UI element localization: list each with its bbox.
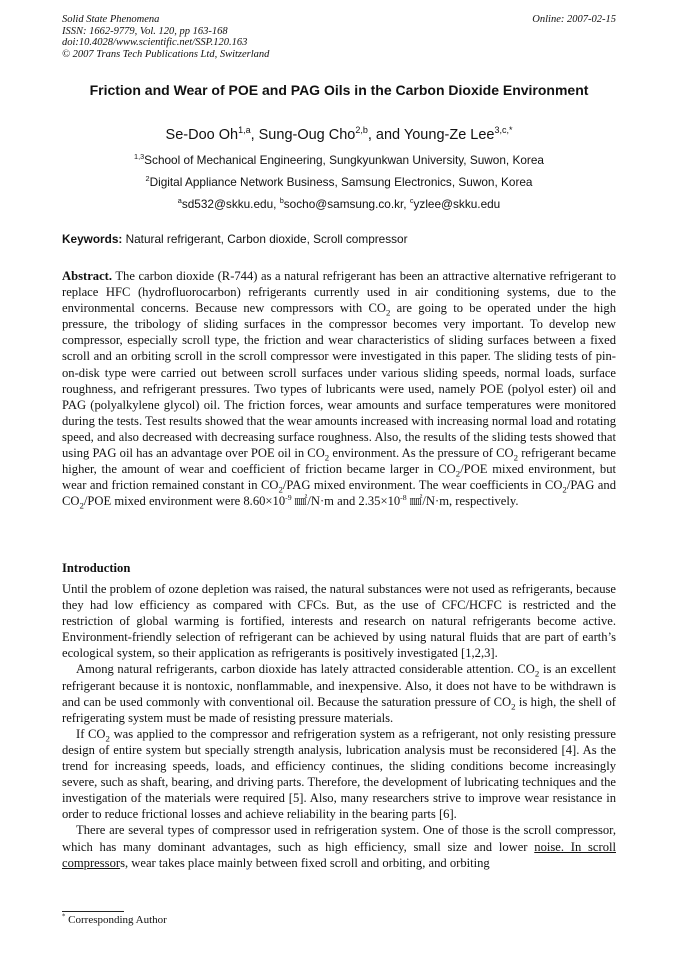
email-sup: a [177,196,182,206]
abstract-text: /PAG mixed environment. The wear coefficients in CO [282,478,563,493]
intro-text: was applied to the compressor and refrigeration system as a refrigerant, not only resisting pressure design of entire system but specially strength analysis, lubrication analysis must be reconsidered [4]. As the trend for increasing speeds, loads, and efficiency continues, the sliding conditions become increasingly severe, such as shaft, bearing, and driving parts. Therefore, the development of lubricating techniques and the investigation of the materials were required [5]. Also, many researchers strive to improve wear resistance in order to reduce frictional losses and achieve reliability in the bearing parts [6]. [62,726,617,822]
intro-paragraph [62,661,616,725]
keywords-label: Keywords: [62,232,123,246]
introduction-body [62,581,616,871]
aff-sup: 1,3 [134,152,145,162]
abstract-text: The carbon dioxide (R-744) as a natural refrigerant has been an attractive alternative refrigerant to replace HFC (hydrofluorocarbon) refrigerants currently used in air conditioning systems, due to the environmental concerns. Because new compressors with CO [62,269,617,316]
email-line: $^a$sd532@skku.edu, $^b$socho@samsung.co.kr, $^c$yzlee@skku.edu [177,196,501,211]
aff-text: School of Mechanical Engineering, Sungkyunkwan University, Suwon, Korea [144,153,544,167]
abstract-text: are going to be operated under the high pressure, the tribology of sliding surfaces in the compressor becomes very important. To develop new compressor, especially scroll type, the friction and wear characteristics of sliding surfaces between a fixed scroll and an orbiting scroll in the scroll compressor were investigated in this paper. The sliding tests of pin-on-disk type were carried out between scroll surfaces under various sliding speeds, normal loads, surface roughness, and refrigerant pressures. Two types of lubricants were used, namely POE (polyol ester) oil and PAG (polyalkylene glycol) oil. The friction forces, wear amounts and surface temperatures were monitored during the tests. Test results showed that the wear amounts increased with increasing normal load and rotating speed, and also decreased with decreasing surface roughness. Also, the results of the sliding tests showed that using PAG oil has an advantage over POE oil in CO [62,301,617,461]
intro-paragraph [62,726,616,823]
author-sup: 1,a [238,125,251,136]
abstract-text: /PAG and CO [62,478,616,509]
underlined-text: noise. In scroll compressor [62,839,616,870]
subscript: 2 [562,484,567,495]
aff-sup: 2 [145,174,150,184]
doi-line: doi:10.4028/www.scientific.net/SSP.120.163 [62,37,248,48]
abstract-text: /POE mixed environment were 8.60×10 [83,494,286,509]
footnote-rule [62,911,124,912]
keywords [62,232,616,246]
email: socho@samsung.co.kr [283,197,404,211]
copyright-line: © 2007 Trans Tech Publications Ltd, Switzerland [62,48,270,60]
intro-text: If CO [76,726,106,741]
intro-paragraph: Until the problem of ozone depletion was raised, the natural substances were not used as refrigerants, because they had low efficiency as compared with CFCs. But, as the use of CFC/HCFC is restricted and the restriction of global warming is fortified, interests and research on natural refrigerants become active. Environment-friendly selection of refrigerant can be achieved by using natural fluids that are part of earth’s ecological system, so their application as refrigerants is positively investigated [1,2,3]. [62,582,616,661]
author-sup: 2,b [355,125,368,136]
subscript: 2 [513,452,519,463]
author-name: Young-Ze Lee [403,127,495,143]
email-sup: b [279,196,284,206]
issn-line: ISSN: 1662-9779, Vol. 120, pp 163-168 [62,25,228,37]
intro-text: Among natural refrigerants, carbon dioxide has lately attracted considerable attention. CO [76,662,535,677]
abstract-text: ㎟/N·m, respectively. [406,494,519,509]
intro-text: is an excellent refrigerant because it is nontoxic, nonflammable, and inexpensive. Also, it does not have to be withdrawn is and can be used commonly with conventional oil. Because the saturation pressure of CO [62,662,616,709]
author-name: Se-Doo Oh [165,127,239,143]
email: yzlee@skku.edu [413,197,501,211]
email-sup: c [409,196,414,206]
author-sup: 3,c,* [494,125,513,136]
intro-text: is high, the shell of refrigerating system must be made of resisting pressure materials. [62,694,616,725]
author-list: Se-Doo Oh$^{1,a}$, Sung-Oug Cho$^{2,b}$, and Young-Ze Lee$^{3,c,*}$ [165,125,513,143]
subscript: 2 [455,468,461,479]
affiliation-2 [62,175,616,189]
subscript: 2 [105,733,110,744]
journal-name: Solid State Phenomena [62,14,160,25]
subscript: 2 [511,701,516,712]
abstract-text: environment. As the pressure of CO [329,446,514,461]
footnote-text: Corresponding Author [68,914,167,926]
abstract [62,268,616,509]
subscript: 2 [324,452,330,463]
intro-text: s, wear takes place mainly between fixed scroll and orbiting, and orbiting [120,855,490,870]
email: sd532@skku.edu [181,197,274,211]
subscript: 2 [385,307,391,318]
exponent: -9 [285,493,292,503]
abstract-text: /POE mixed environment, but wear and friction remained constant in CO [62,462,617,493]
intro-text: There are several types of compressor used in refrigeration system. One of those is the scroll compressor, which has many dominant advantages, such as high efficiency, small size and lower [62,823,616,854]
affiliation-1 [62,153,616,167]
author-name: Sung-Oug Cho [258,127,356,143]
subscript: 2 [534,668,540,679]
section-heading: Introduction [62,561,131,575]
online-date: Online: 2007-02-15 [532,14,616,25]
aff-text: Digital Appliance Network Business, Samsung Electronics, Suwon, Korea [149,175,533,189]
paper-title: Friction and Wear of POE and PAG Oils in the Carbon Dioxide Environment [89,82,589,98]
abstract-text: ㎟/N·m and 2.35×10 [291,494,401,509]
subscript: 2 [79,500,84,511]
footnote [62,914,167,926]
footnote-mark: * [62,913,66,921]
keywords-text: Natural refrigerant, Carbon dioxide, Scroll compressor [125,232,408,246]
subscript: 2 [278,484,283,495]
intro-paragraph [62,822,616,870]
abstract-label: Abstract. [62,269,113,283]
journal-header [62,14,616,60]
abstract-text: refrigerant became higher, the amount of wear and coefficient of friction became larger in CO [62,446,616,477]
exponent: -8 [400,493,407,503]
